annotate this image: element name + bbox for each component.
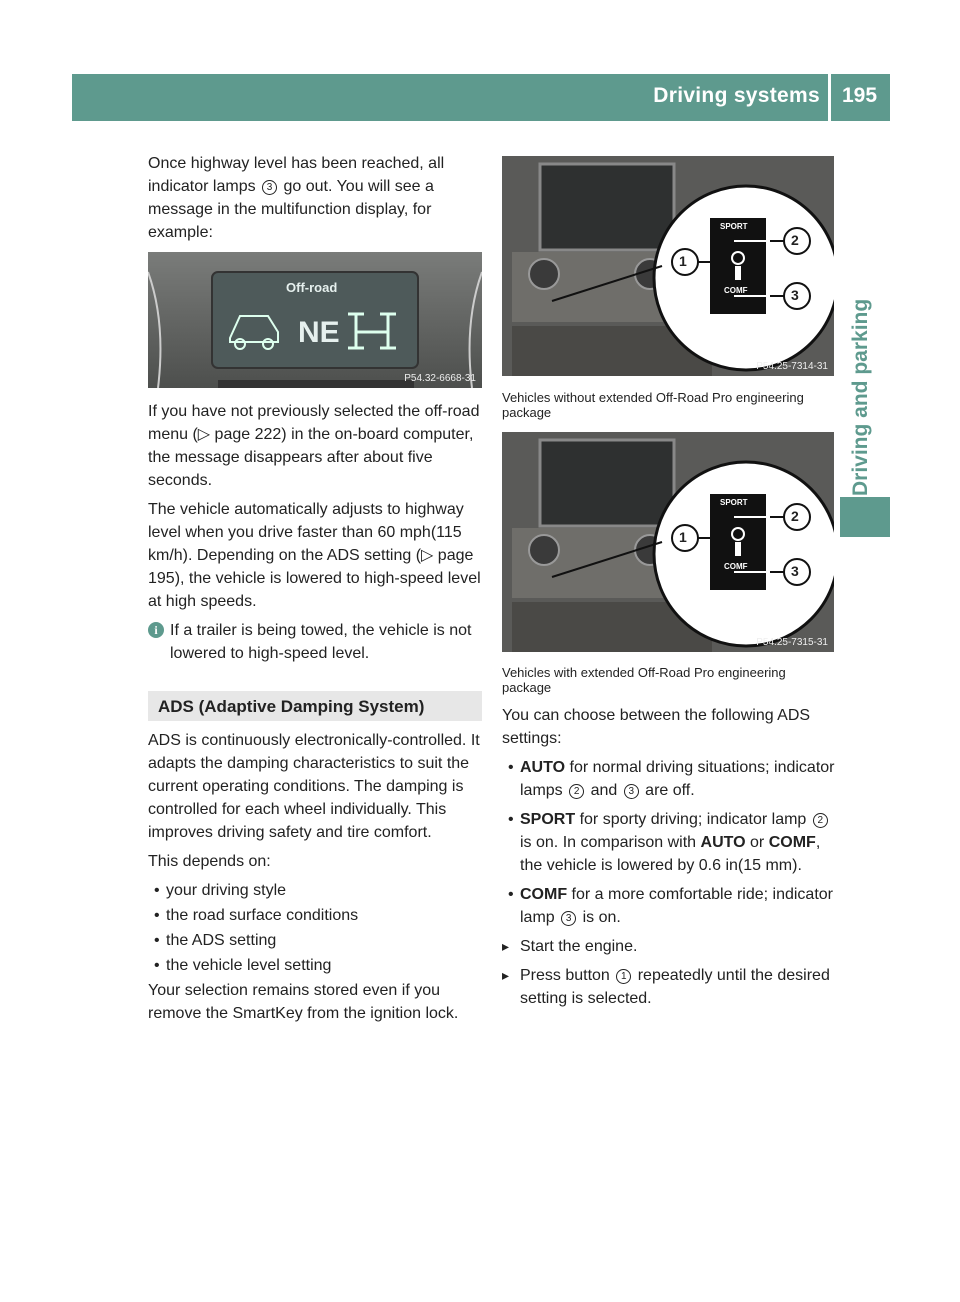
callout-3: 3 [791,563,799,579]
paragraph: Once highway level has been reached, all indicator lamps 3 go out. You will see a message in the multifunction display, for example: [148,155,445,241]
sport-label: SPORT [720,222,748,231]
callout-2: 2 [791,232,799,248]
image-caption: Vehicles without extended Off-Road Pro engineering package [502,390,804,420]
console-image-1 [502,156,834,376]
comf-label: COMF [724,286,748,295]
paragraph: Your selection remains stored even if you remove the SmartKey from the ignition lock. [148,982,459,1022]
sport-label: SPORT [720,498,748,507]
section-title: Driving systems [653,84,820,107]
paragraph: If you have not previously selected the off-road menu (▷ page 222) in the on-board computer, the message disappears after about five seconds. [148,403,480,489]
callout-1: 1 [679,529,687,545]
comf-label: COMF [724,562,748,571]
paragraph: You can choose between the following ADS settings: [502,707,811,747]
callout-2-icon: 2 [813,813,828,828]
callout-1-icon: 1 [616,969,631,984]
image-code: P54.32-6668-31 [404,373,476,384]
info-note: i If a trailer is being towed, the vehicle is not lowered to high-speed level. [148,619,482,665]
instruction-step: ▸ Start the engine. [502,935,836,958]
list-item: • AUTO for normal driving situations; indicator lamps 2 and 3 are off. [502,756,836,802]
side-tab-marker [840,497,890,537]
callout-2: 2 [791,508,799,524]
center-console-illustration [502,156,834,376]
display-title: Off-road [286,280,338,295]
side-tab-label: Driving and parking [849,298,872,496]
paragraph: This depends on: [148,853,271,870]
right-column-text [502,704,836,1012]
page-ref-arrow-icon: ▷ [197,426,211,443]
callout-3-icon: 3 [624,784,639,799]
callout-3-icon: 3 [262,180,277,195]
callout-1: 1 [679,253,687,269]
callout-3-icon: 3 [561,911,576,926]
list-item: • COMF for a more comfortable ride; indicator lamp 3 is on. [502,883,836,929]
callout-3: 3 [791,287,799,303]
page-ref-arrow-icon: ▷ [421,547,434,564]
list-item: • the vehicle level setting [148,954,482,977]
paragraph: The vehicle automatically adjusts to highway level when you drive faster than 60 mph(115 km/h). Depending on the ADS setting (▷ page 195), the vehicle is lowered to high-speed level at high speeds. [148,501,481,610]
center-console-illustration [502,432,834,652]
offroad-display-image [148,252,482,388]
image-code: P54.25-7315-31 [756,637,828,648]
section-heading: ADS (Adaptive Damping System) [148,691,482,721]
callout-2-icon: 2 [569,784,584,799]
info-icon: i [148,622,164,638]
left-column-continued [148,400,482,1031]
image-caption: Vehicles with extended Off-Road Pro engineering package [502,665,786,695]
left-column [148,152,482,250]
list-item: • the ADS setting [148,929,482,952]
list-item: • SPORT for sporty driving; indicator lamp 2 is on. In comparison with AUTO or COMF, the vehicle is lowered by 0.6 in(15 mm). [502,808,836,877]
list-item: • the road surface conditions [148,904,482,927]
header-divider [828,74,831,121]
image-code: P54.25-7314-31 [756,361,828,372]
console-image-2 [502,432,834,652]
page-number: 195 [842,84,878,107]
paragraph: ADS is continuously electronically-controlled. It adapts the damping characteristics to suit the current operating conditions. The damping is controlled for each wheel individually. This improves driving safety and tire comfort. [148,732,480,841]
display-text: NE [298,316,340,349]
list-item: • your driving style [148,879,482,902]
instruction-step: ▸ Press button 1 repeatedly until the desired setting is selected. [502,964,836,1010]
